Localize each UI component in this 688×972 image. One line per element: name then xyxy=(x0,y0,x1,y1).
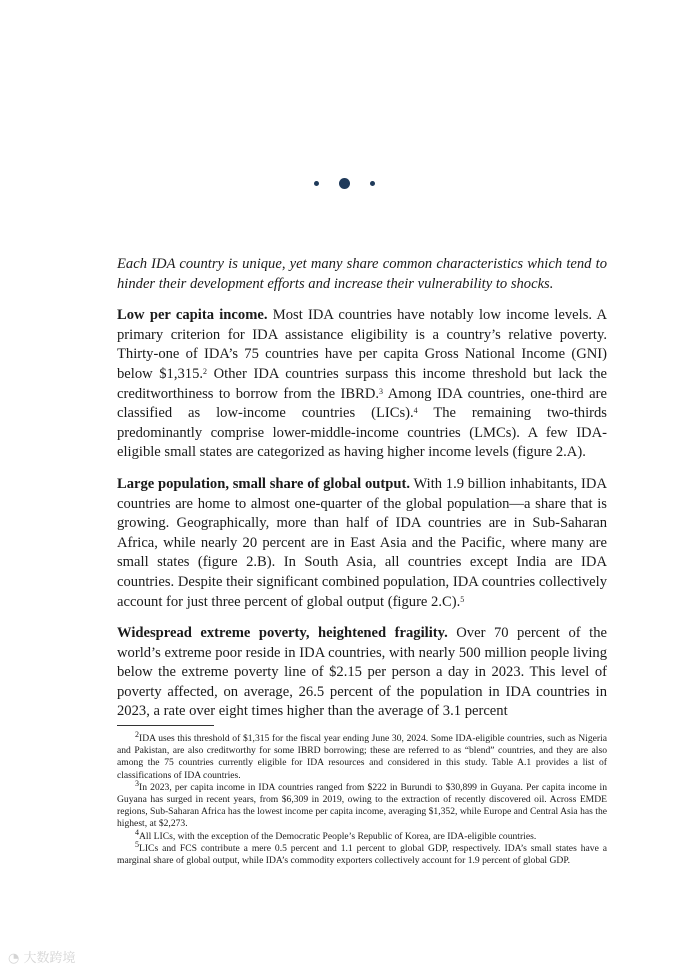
footnote xyxy=(117,730,607,782)
divider-dot-small xyxy=(314,181,319,186)
text: Other IDA countries surpass this income threshold but lack the creditworthiness to borrow from the IBRD. xyxy=(117,365,607,402)
footnotes xyxy=(117,730,607,867)
footnote xyxy=(117,778,607,831)
paragraph-low-income xyxy=(117,306,607,463)
paragraph-lead: Widespread extreme poverty, heightened fragility. xyxy=(117,625,448,642)
text: Most IDA countries have notably low income levels. A primary criterion for IDA assistance eligibility is a country’s relative poverty. Thirty-one of IDA’s 75 countries have per capita Gross National Income (GNI) below $1,315. xyxy=(117,307,608,382)
text: With 1.9 billion inhabitants, IDA countries are home to almost one-quarter of the global population—a share that is growing. Geographically, more than half of IDA countries are in Sub-Saharan Africa, while nearly 20 percent are in East Asia and the Pacific, where many are small states (figure 2.B). In South Asia, all countries except India are IDA countries. Despite their significant combined population, IDA countries collectively account for just three percent of global output (figure 2.C). xyxy=(117,475,607,610)
intro-paragraph: Each IDA country is unique, yet many share common characteristics which tend to hinder their development efforts and increase their vulnerability to shocks. xyxy=(117,256,607,292)
footnote-ref[interactable]: 4 xyxy=(413,406,418,416)
divider-dot-large xyxy=(339,178,350,189)
text: Over 70 percent of the world’s extreme poor reside in IDA countries, with nearly 500 million people living below the extreme poverty line of $2.15 per person a day in 2023. This level of poverty affected, on average, 26.5 percent of the population in IDA countries in 2023, a rate over eight times higher than the average of 3.1 percent xyxy=(117,625,607,720)
watermark: ◔ 大数跨境 xyxy=(8,951,76,966)
footnote-ref[interactable]: 3 xyxy=(379,386,384,396)
paragraph-poverty xyxy=(117,624,607,722)
divider-dot-small xyxy=(370,181,375,186)
footnote-text: All LICs, with the exception of the Democratic People’s Republic of Korea, are IDA-eligible countries. xyxy=(139,830,537,842)
section-divider-dots xyxy=(0,174,688,192)
watermark-text: 大数跨境 xyxy=(23,951,76,966)
footnote xyxy=(117,827,607,843)
footnote-text: In 2023, per capita income in IDA countries ranged from $222 in Burundi to $30,899 in Guyana. Per capita income in Guyana has surged in recent years, from $6,309 in 2019, owing to the extraction of recently discovered oil. Across EMDE regions, Sub-Saharan Africa has the lowest income per capita income, averaging $1,352, while Europe and Central Asia has the highest, at $2,273. xyxy=(117,781,607,830)
footnote-number: 4 xyxy=(135,827,139,837)
paragraph-population xyxy=(117,475,607,612)
footnote-number: 2 xyxy=(135,730,139,739)
footnote-rule xyxy=(117,725,214,726)
footnote-ref[interactable]: 5 xyxy=(460,594,465,604)
footnote-ref[interactable]: 2 xyxy=(203,366,208,376)
body-text xyxy=(117,255,607,734)
text: The remaining two-thirds predominantly comprise lower-middle-income countries (LMCs). A few IDA-eligible small states are categorized as having higher income levels (figure 2.A). xyxy=(117,405,607,461)
text: Among IDA countries, one-third are classified as low-income countries (LICs). xyxy=(117,385,607,422)
footnote-number: 3 xyxy=(135,778,139,788)
paragraph-lead: Large population, small share of global output. xyxy=(117,475,410,492)
footnote-text: LICs and FCS contribute a mere 0.5 percent and 1.1 percent to global GDP, respectively. IDA’s small states have a marginal share of global output, while IDA’s commodity exporters collectively account for 1.9 percent of global GDP. xyxy=(117,842,607,867)
footnote xyxy=(117,839,607,867)
footnote-text: IDA uses this threshold of $1,315 for the fiscal year ending June 30, 2024. Some IDA-eligible countries, such as Nigeria and Pakistan, are also creditworthy for some IBRD borrowing; these are referred to as “blend” countries, and they are also among the 75 countries currently eligible for IDA resources and considered in this study. Table A.1 provides a list of classifications of IDA countries. xyxy=(117,733,607,781)
paragraph-lead: Low per capita income. xyxy=(117,307,268,324)
footnote-number: 5 xyxy=(135,839,139,849)
